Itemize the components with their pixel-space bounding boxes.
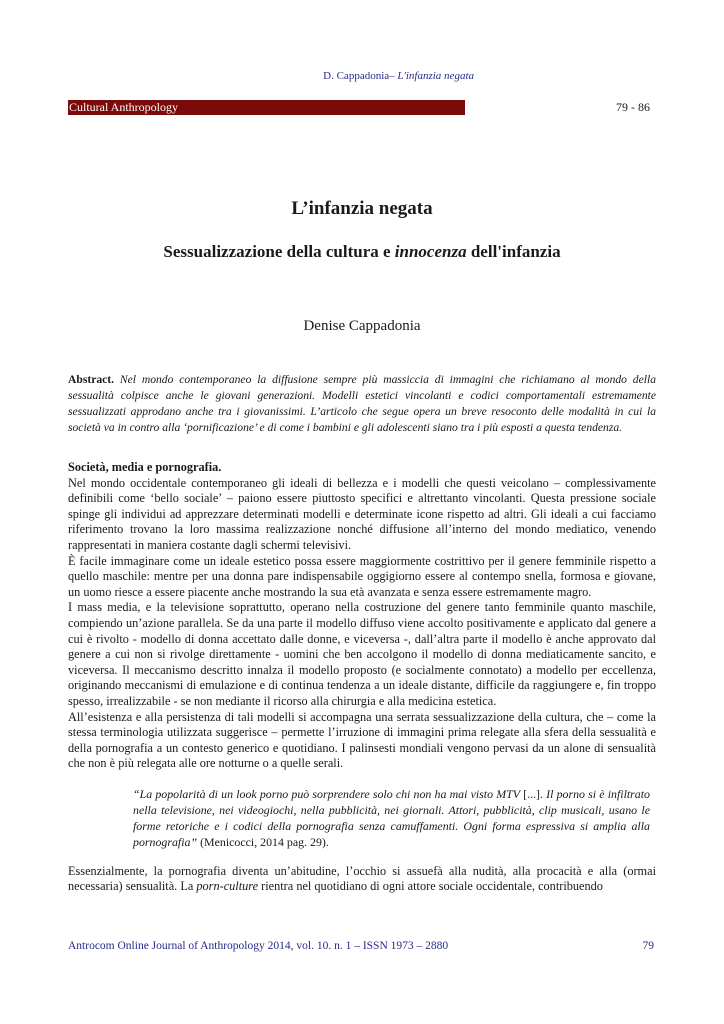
- footer-page-number: 79: [642, 940, 654, 952]
- author-name: Denise Cappadonia: [303, 318, 421, 334]
- subtitle-part2: dell'infanzia: [466, 242, 561, 261]
- block-quote: [133, 786, 650, 850]
- last-paragraph-before: Essenzialmente, la pornografia diventa un’abitudine, l’occhio si assuefà alla nudità, alla procacità e alla (ormai necessaria) sensualità. La: [68, 863, 656, 894]
- last-paragraph-emphasis: porn-culture: [196, 879, 259, 894]
- running-head-title: L'infanzia negata: [397, 70, 474, 82]
- quote-part2: Il porno si è infiltrato nella televisione, nei videogiochi, nella pubblicità, nei giornali. Attori, pubblicità, clip musicali, usano le forme retoriche e i codici della pornografia senza camuffamenti. Ogni forma espressiva si amplia alla pornografia”: [133, 786, 650, 849]
- last-paragraph-after: rientra nel quotidiano di ogni attore sociale occidentale, contribuendo: [258, 879, 603, 894]
- paragraph: All’esistenza e alla persistenza di tali modelli si accompagna una serrata sessualizzazione della cultura, che – come la stessa terminologia utilizzata suggerisce – permette l’irruzione di immagini prima relegate alla sfera della sessualità e della pornografia a un contesto generico e quotidiano. I palinsesti mondiali vengono pervasi da un alone di sensualità che non è più relegata alle ore notturne o a quelle serali.: [68, 709, 656, 771]
- subtitle-part1: Sessualizzazione della cultura e: [163, 242, 395, 261]
- abstract-label: Abstract.: [68, 373, 115, 386]
- abstract-text: Nel mondo contemporaneo la diffusione sempre più massiccia di immagini che richiamano al mondo della sessualità colpisce anche le giovani generazioni. Modelli estetici vincolanti e codici comportamentali estremamente sessualizzati approdano anche tra i giovanissimi. L’articolo che segue opera un breve resoconto delle modalità in cui la società va in contro alla ‘pornificazione’ e di come i bambini e gli adolescenti siano tra i più esposti a questa tendenza.: [68, 373, 656, 434]
- journal-section-label: Cultural Anthropology: [69, 100, 178, 114]
- paragraph: Nel mondo occidentale contemporaneo gli ideali di bellezza e i modelli che questi veicolano – complessivamente definibili come ‘bello sociale’ – paiono essere piuttosto specifici e altrettanto vincolanti. Questa pressione sociale spinge gli individui ad apprezzare determinati modelli e determinate icone rispetto ad altri. Gli ideali a cui facciamo riferimento trovano la loro massima realizzazione nonché diffusione all’interno del mondo mediatico, venendo rappresentati in maniera costante dagli schermi televisivi.: [68, 475, 656, 552]
- paragraph: I mass media, e la televisione soprattutto, operano nella costruzione del genere tanto femminile quanto maschile, compiendo un’azione parallela. Se da una parte il modello diffuso viene accolto positivamente e applicato dal genere a cui è rivolto - modello di donna accettato dalle donne, e viceversa -, dall’altra parte il modello è anche approvato dal genere a cui non si rivolge direttamente - uomini che ben accolgono il modello di donna mediaticamente sancito, e viceversa. Il meccanismo descritto innalza il modello proposto (e socialmente connotato) a modello per eccellenza, originando meccanismi di emulazione e di continua tendenza a un ideale distante, difficile da raggiungere e, fin troppo spesso, irrealizzabile - se non mediante il ricorso alla chirurgia e alla medicina estetica.: [68, 600, 656, 708]
- paragraph: [68, 864, 656, 895]
- quote-ellipsis: [...].: [520, 786, 547, 801]
- quote-citation: (Menicocci, 2014 pag. 29).: [197, 834, 329, 849]
- article-body: [68, 460, 656, 895]
- running-head: [323, 70, 474, 82]
- subtitle-emphasis: innocenza: [394, 242, 467, 261]
- abstract: [68, 372, 656, 436]
- quote-part1: “La popolarità di un look porno può sorprendere solo chi non ha mai visto MTV: [133, 786, 520, 801]
- section-heading: Società, media e pornografia.: [68, 460, 222, 474]
- article-subtitle: [0, 242, 724, 262]
- paragraph: È facile immaginare come un ideale estetico possa essere maggiormente costrittivo per il genere femminile rispetto a quello maschile: mentre per una donna pare indispensabile oggigiorno essere al contempo snella, formosa e giovane, un uomo riesce a essere piacente anche mostrando la sua età avanzata e senza essere estremamente magro.: [68, 553, 656, 599]
- page-range: 79 - 86: [616, 100, 650, 114]
- journal-section-bar: [68, 100, 465, 115]
- running-head-author: D. Cappadonia–: [323, 70, 398, 82]
- footer-journal: Antrocom Online Journal of Anthropology 2014, vol. 10. n. 1 – ISSN 1973 – 2880: [68, 940, 449, 952]
- article-title: L’infanzia negata: [291, 198, 433, 219]
